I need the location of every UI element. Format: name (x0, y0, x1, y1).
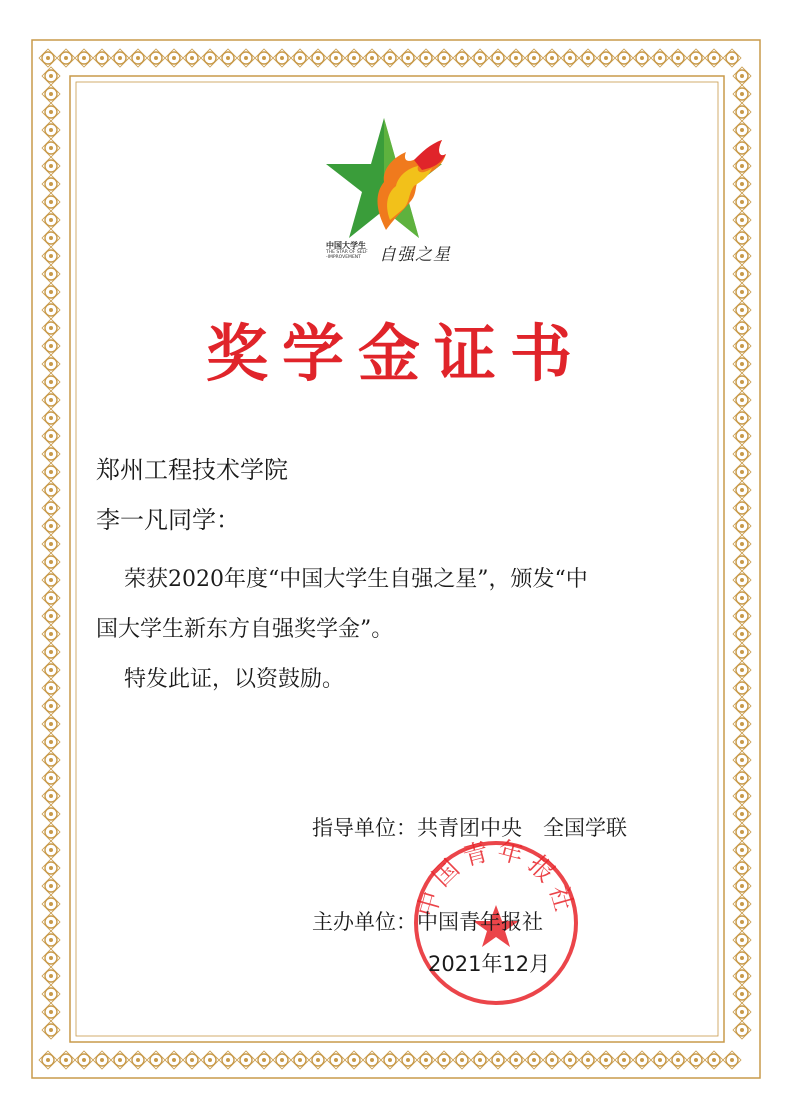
host-unit: 主办单位：中国青年报社 (312, 910, 543, 934)
guide-unit: 指导单位：共青团中央 全国学联 (312, 816, 627, 840)
logo-en-text (326, 250, 368, 260)
body-line-1: 荣获2020年度“中国大学生自强之星”，颁发“中 (124, 567, 588, 592)
certificate-title: 奖学金证书 (205, 317, 586, 390)
body-line-3: 特发此证，以资鼓励。 (124, 667, 345, 692)
student-name: 李一凡同学： (96, 506, 240, 534)
logo-wordmark (326, 240, 476, 270)
body-line-2: 国大学生新东方自强奖学金”。 (96, 617, 394, 642)
logo-en-line2: -IMPROVEMENT (326, 255, 361, 260)
logo-en-line1: THE STAR OF SELF (326, 250, 368, 255)
logo-cn-text: 中国大学生 (326, 241, 366, 250)
logo-script-text: 自强之星 (379, 245, 451, 265)
issue-date: 2021年12月 (428, 952, 551, 976)
svg-text:中国青年报社: 中国青年报社 (411, 835, 581, 920)
school-name: 郑州工程技术学院 (96, 456, 288, 484)
